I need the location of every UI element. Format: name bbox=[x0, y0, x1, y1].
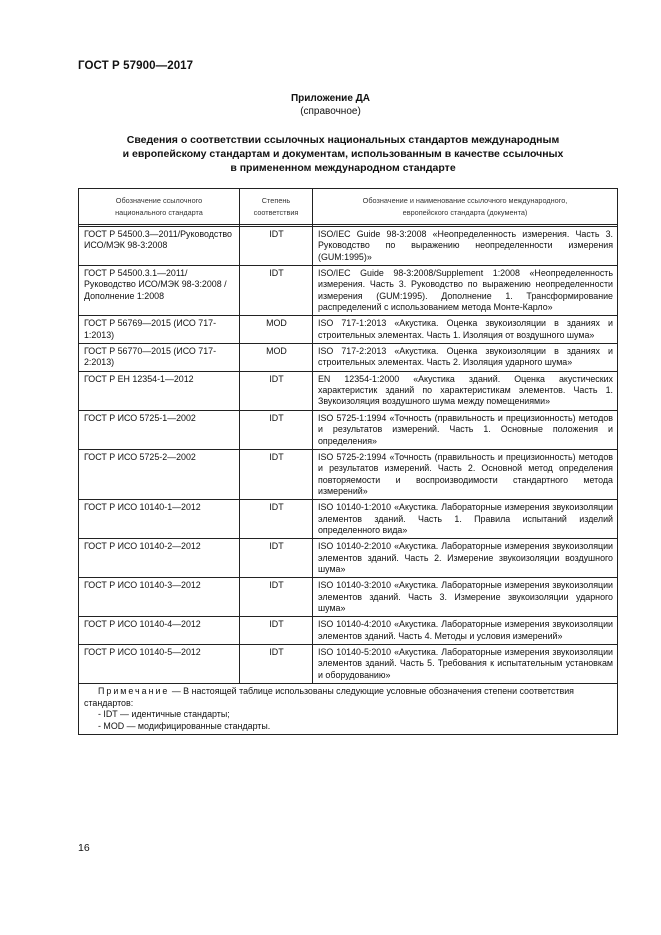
international-standard-cell: ISO 10140-2:2010 «Акустика. Лабораторные измерения звукоизоляции элементов зданий. Часть 2. Измерение звукоизоляции воздушного шума» bbox=[313, 539, 618, 578]
international-standard-cell: ISO 10140-3:2010 «Акустика. Лабораторные измерения звукоизоляции элементов зданий. Часть 3. Измерение звукоизоляции ударного шума» bbox=[313, 578, 618, 617]
note-paragraph bbox=[84, 686, 613, 709]
international-standard-cell: ISO 10140-5:2010 «Акустика. Лабораторные измерения звукоизоляции элементов зданий. Часть 5. Требования к испытательным установкам и оборудованию» bbox=[313, 645, 618, 684]
degree-cell: IDT bbox=[240, 227, 313, 266]
international-standard-cell: EN 12354-1:2000 «Акустика зданий. Оценка акустических характеристик зданий по характеристикам элементов. Часть 1. Звукоизоляция воздушного шума между помещениями» bbox=[313, 371, 618, 410]
degree-cell: IDT bbox=[240, 371, 313, 410]
national-standard-cell: ГОСТ Р ИСО 10140-2—2012 bbox=[79, 539, 240, 578]
national-standard-cell: ГОСТ Р 54500.3—2011/Руководство ИСО/МЭК 98-3:2008 bbox=[79, 227, 240, 266]
table-row bbox=[79, 645, 618, 684]
table-row bbox=[79, 344, 618, 372]
international-standard-cell: ISO/IEC Guide 98-3:2008 «Неопределенность измерения. Часть 3. Руководство по выражению неопределенности измерения (GUM:1995)» bbox=[313, 227, 618, 266]
heading-line: в примененном международном стандарте bbox=[230, 162, 456, 174]
table-row bbox=[79, 449, 618, 499]
table-row bbox=[79, 316, 618, 344]
international-standard-cell: ISO 5725-1:1994 «Точность (правильность и прецизионность) методов и результатов измерений. Часть 1. Основные положения и определения» bbox=[313, 410, 618, 449]
note-text: — В настоящей таблице использованы следующие условные обозначения степени соответствия стандартов: bbox=[84, 686, 574, 708]
degree-cell: IDT bbox=[240, 500, 313, 539]
standards-table bbox=[78, 188, 618, 735]
international-standard-cell: ISO 717-1:2013 «Акустика. Оценка звукоизоляции в зданиях и строительных элементах. Часть 1. Изоляция от воздушного шума» bbox=[313, 316, 618, 344]
degree-cell: IDT bbox=[240, 266, 313, 316]
national-standard-cell: ГОСТ Р ИСО 5725-1—2002 bbox=[79, 410, 240, 449]
degree-cell: IDT bbox=[240, 539, 313, 578]
national-standard-cell: ГОСТ Р 56770—2015 (ИСО 717-2:2013) bbox=[79, 344, 240, 372]
header-international-standard: Обозначение и наименование ссылочного международного, европейского стандарта (документа) bbox=[313, 189, 618, 225]
appendix-title: Приложение ДА bbox=[290, 93, 371, 104]
national-standard-cell: ГОСТ Р 56769—2015 (ИСО 717-1:2013) bbox=[79, 316, 240, 344]
table-row bbox=[79, 539, 618, 578]
national-standard-cell: ГОСТ Р ИСО 5725-2—2002 bbox=[79, 449, 240, 499]
heading-line: Сведения о соответствии ссылочных национальных стандартов международным bbox=[126, 134, 560, 146]
note-item: - IDT — идентичные стандарты; bbox=[98, 709, 230, 720]
national-standard-cell: ГОСТ Р ИСО 10140-1—2012 bbox=[79, 500, 240, 539]
degree-cell: IDT bbox=[240, 410, 313, 449]
degree-cell: MOD bbox=[240, 316, 313, 344]
degree-cell: IDT bbox=[240, 645, 313, 684]
international-standard-cell: ISO 10140-1:2010 «Акустика. Лабораторные измерения звукоизоляции элементов зданий. Часть 1. Правила испытаний изделий определенного вида» bbox=[313, 500, 618, 539]
national-standard-cell: ГОСТ Р ЕН 12354-1—2012 bbox=[79, 371, 240, 410]
degree-cell: IDT bbox=[240, 449, 313, 499]
document-code: ГОСТ Р 57900—2017 bbox=[78, 60, 194, 72]
table-row bbox=[79, 500, 618, 539]
degree-cell: MOD bbox=[240, 344, 313, 372]
international-standard-cell: ISO 10140-4:2010 «Акустика. Лабораторные измерения звукоизоляции элементов зданий. Часть 4. Методы и условия измерений» bbox=[313, 617, 618, 645]
national-standard-cell: ГОСТ Р 54500.3.1—2011/Руководство ИСО/МЭК 98-3:2008 /Дополнение 1:2008 bbox=[79, 266, 240, 316]
degree-cell: IDT bbox=[240, 617, 313, 645]
international-standard-cell: ISO 5725-2:1994 «Точность (правильность и прецизионность) методов и результатов измерений. Часть 2. Основной метод определения повторяемости и воспроизводимости стандартного метода измерений» bbox=[313, 449, 618, 499]
national-standard-cell: ГОСТ Р ИСО 10140-4—2012 bbox=[79, 617, 240, 645]
degree-cell: IDT bbox=[240, 578, 313, 617]
note-label: Примечание bbox=[98, 686, 170, 697]
appendix-subtitle: (справочное) bbox=[300, 106, 361, 117]
table-row bbox=[79, 371, 618, 410]
table-row bbox=[79, 410, 618, 449]
table-row bbox=[79, 266, 618, 316]
table-note bbox=[79, 684, 618, 735]
table-row bbox=[79, 578, 618, 617]
header-degree: Степень соответствия bbox=[240, 189, 313, 225]
header-national-standard: Обозначение ссылочного национального стандарта bbox=[79, 189, 240, 225]
table-row bbox=[79, 617, 618, 645]
international-standard-cell: ISO/IEC Guide 98-3:2008/Supplement 1:2008 «Неопределенность измерения. Часть 3. Руководство по выражению неопределенности измерения (GUM:1995). Дополнение 1. Трансформирование распределений с использованием метода Монте-Карло» bbox=[313, 266, 618, 316]
national-standard-cell: ГОСТ Р ИСО 10140-3—2012 bbox=[79, 578, 240, 617]
table-header-row bbox=[79, 189, 618, 225]
appendix-caption bbox=[0, 92, 661, 118]
page-number: 16 bbox=[78, 842, 90, 854]
note-item: - MOD — модифицированные стандарты. bbox=[98, 720, 271, 731]
table-note-row bbox=[79, 684, 618, 735]
national-standard-cell: ГОСТ Р ИСО 10140-5—2012 bbox=[79, 645, 240, 684]
international-standard-cell: ISO 717-2:2013 «Акустика. Оценка звукоизоляции в зданиях и строительных элементах. Часть 2. Изоляция ударного шума» bbox=[313, 344, 618, 372]
table-row bbox=[79, 227, 618, 266]
section-heading bbox=[78, 133, 608, 175]
heading-line: и европейскому стандартам и документам, использованным в качестве ссылочных bbox=[122, 148, 564, 160]
